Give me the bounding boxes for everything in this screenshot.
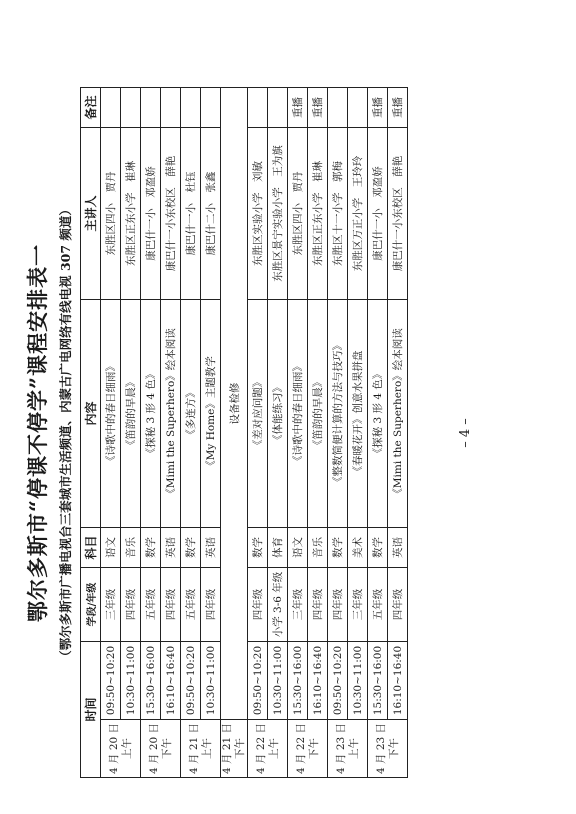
period-label: 上午: [347, 738, 360, 759]
date-label: 4 月 23 日: [374, 722, 387, 774]
grade-cell: 小学 3-6 年级: [268, 567, 288, 641]
content-cell: 《差对应问题》: [248, 299, 268, 527]
time-cell: 15:30~16:00: [368, 641, 388, 719]
table-row: [288, 87, 308, 777]
rotated-content: [18, 88, 498, 778]
subject-cell: 数学: [328, 527, 348, 567]
date-label: 4 月 20 日: [107, 722, 120, 774]
document-subtitle: （鄂尔多斯市广播电视台三套城市生活频道、内蒙古广电网络有线电视 307 频道）: [58, 203, 73, 663]
time-cell: 15:30~16:00: [141, 641, 161, 719]
grade-cell: 四年级: [161, 567, 181, 641]
header-remark: 备注: [81, 87, 101, 127]
period-label: 下午: [307, 738, 320, 759]
remark-cell: 重播: [388, 87, 408, 127]
time-cell: 09:50~10:20: [181, 641, 201, 719]
grade-cell: 五年级: [181, 567, 201, 641]
content-cell: 《My Home》主题教学: [201, 299, 221, 527]
period-label: 下午: [160, 738, 173, 759]
subject-cell: 语文: [101, 527, 121, 567]
time-cell: 10:30~11:00: [201, 641, 221, 719]
teacher-cell: 东胜区实验小学 刘敏: [248, 127, 268, 299]
time-cell: 10:30~11:00: [121, 641, 141, 719]
content-cell: 《笛韵的早晨》: [121, 299, 141, 527]
period-label: 下午: [387, 738, 400, 759]
page-number: – 4 –: [458, 418, 473, 448]
content-cell: 《春暖花开》创意水果拼盘: [348, 299, 368, 527]
teacher-cell: 康巴什一小 邓盈娇: [141, 127, 161, 299]
header-grade: 学段/年级: [81, 567, 101, 641]
remark-cell: [248, 87, 268, 127]
content-cell: 《整数简便计算的方法与技巧》: [328, 299, 348, 527]
remark-cell: [141, 87, 161, 127]
remark-cell: 重播: [288, 87, 308, 127]
date-cell: [181, 720, 221, 778]
time-cell: 16:10~16:40: [161, 641, 181, 719]
teacher-cell: 东胜区正东小学 崔琳: [121, 127, 141, 299]
date-cell: [328, 720, 368, 778]
time-cell: 09:50~10:20: [101, 641, 121, 719]
grade-cell: 四年级: [201, 567, 221, 641]
remark-cell: [348, 87, 368, 127]
content-cell: 《探秘 3 形 4 色》: [141, 299, 161, 527]
teacher-cell: 东胜区万正小学 王玲玲: [348, 127, 368, 299]
remark-cell: [181, 87, 201, 127]
subject-cell: 数学: [141, 527, 161, 567]
table-row: [368, 87, 388, 777]
time-cell: 09:50~10:20: [248, 641, 268, 719]
subject-cell: 英语: [388, 527, 408, 567]
date-cell: [288, 720, 328, 778]
remark-cell: [101, 87, 121, 127]
teacher-cell: 东胜区正东小学 崔琳: [308, 127, 328, 299]
date-label: 4 月 21 日: [221, 722, 233, 774]
remark-cell: [201, 87, 221, 127]
table-row: [221, 87, 248, 777]
period-label: 上午: [267, 738, 280, 759]
table-row: [248, 87, 268, 777]
teacher-cell: 康巴什一小 邓盈娇: [368, 127, 388, 299]
table-row: [101, 87, 121, 777]
remark-cell: [328, 87, 348, 127]
table-row: [388, 87, 408, 777]
period-label: 下午: [234, 738, 246, 759]
content-cell: 《笛韵的早晨》: [308, 299, 328, 527]
content-cell: 《诗歌中的春日细雨》: [288, 299, 308, 527]
table-row: [201, 87, 221, 777]
table-row: [121, 87, 141, 777]
content-cell: 《Mimi the Superhero》绘本阅读: [388, 299, 408, 527]
subject-cell: 数学: [248, 527, 268, 567]
date-cell: [101, 720, 141, 778]
schedule-table: [80, 87, 408, 778]
content-cell: 《Mimi the Superhero》绘本阅读: [161, 299, 181, 527]
subject-cell: 英语: [161, 527, 181, 567]
header-content: 内容: [81, 299, 101, 527]
period-label: 上午: [120, 738, 133, 759]
teacher-cell: 东胜区景宁实验小学 王为旗: [268, 127, 288, 299]
teacher-cell: 康巴什一小东校区 薛艳: [388, 127, 408, 299]
remark-cell: [121, 87, 141, 127]
subject-cell: 音乐: [308, 527, 328, 567]
time-cell: 10:30~11:00: [348, 641, 368, 719]
grade-cell: 四年级: [388, 567, 408, 641]
time-cell: 09:50~10:20: [328, 641, 348, 719]
header-time: 时间: [81, 641, 101, 777]
subject-cell: 数学: [181, 527, 201, 567]
maintenance-cell: 设备检修: [221, 87, 248, 719]
content-cell: 《诗歌中的春日细雨》: [101, 299, 121, 527]
content-cell: 《体能练习》: [268, 299, 288, 527]
date-label: 4 月 21 日: [187, 722, 200, 774]
table-row: [141, 87, 161, 777]
remark-cell: 重播: [368, 87, 388, 127]
time-cell: 10:30~11:00: [268, 641, 288, 719]
date-label: 4 月 22 日: [254, 722, 267, 774]
table-row: [308, 87, 328, 777]
subject-cell: 美术: [348, 527, 368, 567]
table-row: [328, 87, 348, 777]
grade-cell: 四年级: [248, 567, 268, 641]
subject-cell: 数学: [368, 527, 388, 567]
time-cell: 16:10~16:40: [388, 641, 408, 719]
document-title: 鄂尔多斯市“停课不停学”课程安排表一: [25, 243, 50, 623]
grade-cell: 三年级: [348, 567, 368, 641]
teacher-cell: 康巴什二小 张鑫: [201, 127, 221, 299]
table-row: [181, 87, 201, 777]
date-cell: [248, 720, 288, 778]
time-cell: 15:30~16:00: [288, 641, 308, 719]
content-cell: 《探秘 3 形 4 色》: [368, 299, 388, 527]
date-cell: [141, 720, 181, 778]
teacher-cell: 东胜区十一小学 郭梅: [328, 127, 348, 299]
remark-cell: [161, 87, 181, 127]
header-subject: 科目: [81, 527, 101, 567]
header-row: [81, 87, 101, 777]
table-row: [348, 87, 368, 777]
grade-cell: 四年级: [328, 567, 348, 641]
schedule-body: [101, 87, 408, 777]
remark-cell: 重播: [308, 87, 328, 127]
teacher-cell: 东胜区四小 贾丹: [288, 127, 308, 299]
remark-cell: [268, 87, 288, 127]
teacher-cell: 东胜区四小 贾丹: [101, 127, 121, 299]
subject-cell: 音乐: [121, 527, 141, 567]
teacher-cell: 康巴什一小东校区 薛艳: [161, 127, 181, 299]
date-cell: [221, 720, 248, 778]
header-teacher: 主讲人: [81, 127, 101, 299]
content-cell: 《多连方》: [181, 299, 201, 527]
grade-cell: 三年级: [288, 567, 308, 641]
subject-cell: 英语: [201, 527, 221, 567]
subject-cell: 体育: [268, 527, 288, 567]
grade-cell: 五年级: [368, 567, 388, 641]
grade-cell: 三年级: [101, 567, 121, 641]
date-label: 4 月 22 日: [294, 722, 307, 774]
period-label: 上午: [200, 738, 213, 759]
grade-cell: 四年级: [121, 567, 141, 641]
date-cell: [368, 720, 408, 778]
table-row: [161, 87, 181, 777]
table-row: [268, 87, 288, 777]
date-label: 4 月 20 日: [147, 722, 160, 774]
subject-cell: 语文: [288, 527, 308, 567]
grade-cell: 四年级: [308, 567, 328, 641]
teacher-cell: 康巴什一小 杜钰: [181, 127, 201, 299]
date-label: 4 月 23 日: [334, 722, 347, 774]
time-cell: 16:10~16:40: [308, 641, 328, 719]
grade-cell: 五年级: [141, 567, 161, 641]
